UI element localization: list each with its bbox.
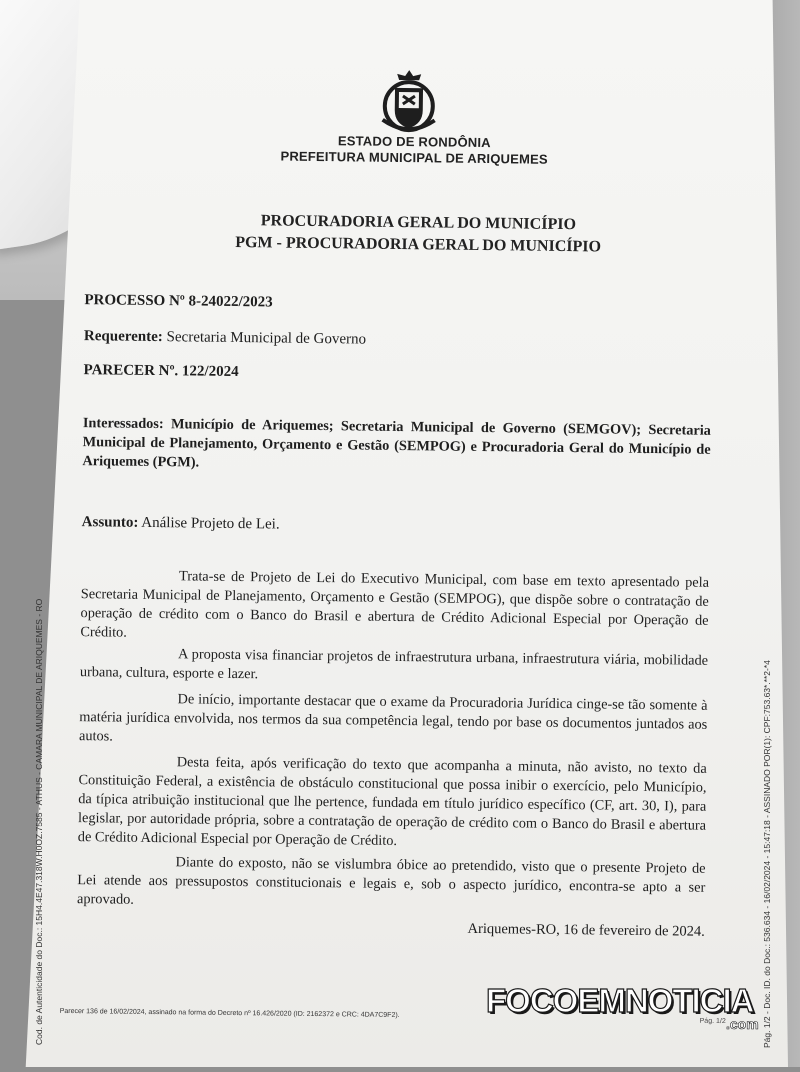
interested-label: Interessados: bbox=[82, 415, 164, 433]
requester-value: Secretaria Municipal de Governo bbox=[166, 329, 367, 348]
interested-parties bbox=[82, 414, 711, 479]
place-and-date: Ariquemes-RO, 16 de fevereiro de 2024. bbox=[467, 920, 705, 940]
interested-value: Município de Ariquemes; Secretaria Municipal de Governo (SEMGOV); Secretaria Municipal de Planejamento, Orçamento e Gestão (SEMPOG) e Procuradoria Geral do Município de Ariquemes (PGM). bbox=[82, 416, 711, 471]
paragraph-1: Trata-se de Projeto de Lei do Executivo Municipal, com base em texto apresentado pela Secretaria Municipal de Planejamento, Orçamento e Gestão (SEMPOG), que dispõe sobre o contratação de operação de crédito com o Banco do Brasil e abertura de Crédito Adicional Especial por Operação de Crédito. bbox=[80, 568, 710, 641]
office-title-2: PGM - PROCURADORIA GERAL DO MUNICÍPIO bbox=[235, 233, 602, 256]
watermark-text: FOCOEMNOTICIA bbox=[486, 982, 754, 1019]
office-title-1: PROCURADORIA GERAL DO MUNICÍPIO bbox=[260, 212, 577, 234]
opinion-number: PARECER Nº. 122/2024 bbox=[83, 362, 239, 381]
paragraph-5: Diante do exposto, não se vislumbra óbice ao pretendido, visto que o presente Projeto de Lei atende aos pressupostos constitucionais e legais e, sob o aspecto jurídico, encontra-se apto a ser aprovado. bbox=[77, 854, 706, 908]
subject-value: Análise Projeto de Lei. bbox=[141, 514, 280, 533]
authenticity-code: Cod. de Autenticidade do Doc.: 15H4.4E47.318W.H0OZ.7585 - ATHUS - CAMARA MUNICIPAL DE ARIQUEMES - RO bbox=[34, 598, 44, 1045]
coat-of-arms-icon bbox=[376, 68, 441, 135]
paragraph-2: A proposta visa financiar projetos de infraestrutura urbana, infraestrutura viária, mobilidade urbana, cultura, esporte e lazer. bbox=[79, 646, 709, 683]
paragraph-4: Desta feita, após verificação do texto que acompanha a minuta, não avisto, no texto da Constituição Federal, a existência de obstáculo constitucional que possa inibir o exercício, pelo Município, da típica atribuição institucional que lhe pertence, fundada em título jurídico específico (CF, art. 30, I), para legislar, por autoridade própria, sobre a contratação de operação de crédito com o Banco do Brasil e abertura de Crédito Adicional Especial por Operação de Crédito. bbox=[77, 754, 707, 849]
state-name: ESTADO DE RONDÔNIA bbox=[337, 133, 491, 151]
subject bbox=[82, 514, 722, 539]
paragraph-3: De início, importante destacar que o exame da Procuradoria Jurídica cinge-se tão somente à matéria jurídica envolvida, nos termos da sua competência legal, tendo por base os documentos juntados aos autos. bbox=[78, 691, 708, 745]
page-number: Pág. 1/2 bbox=[699, 1017, 726, 1026]
municipality-name: PREFEITURA MUNICIPAL DE ARIQUEMES bbox=[280, 148, 548, 167]
requester-label: Requerente: bbox=[83, 328, 163, 346]
subject-label: Assunto: bbox=[81, 514, 139, 531]
footer-note: Parecer 136 de 16/02/2024, assinado na forma do Decreto nº 16.426/2020 (ID: 2162372 e CRC: 4DA7C9F2). bbox=[59, 1007, 400, 1020]
signature-stamp: Pág. 1/2 - Doc. ID. do Doc.: 536.634 - 16/02/2024 - 15:47:18 - ASSINADO POR(1): CPF:753.63*.**2-*4 bbox=[762, 660, 772, 1048]
watermark-suffix: .com bbox=[726, 1016, 759, 1032]
process-number: PROCESSO Nº 8-24022/2023 bbox=[84, 292, 273, 311]
watermark-logo bbox=[486, 978, 776, 1038]
requester bbox=[84, 328, 724, 353]
